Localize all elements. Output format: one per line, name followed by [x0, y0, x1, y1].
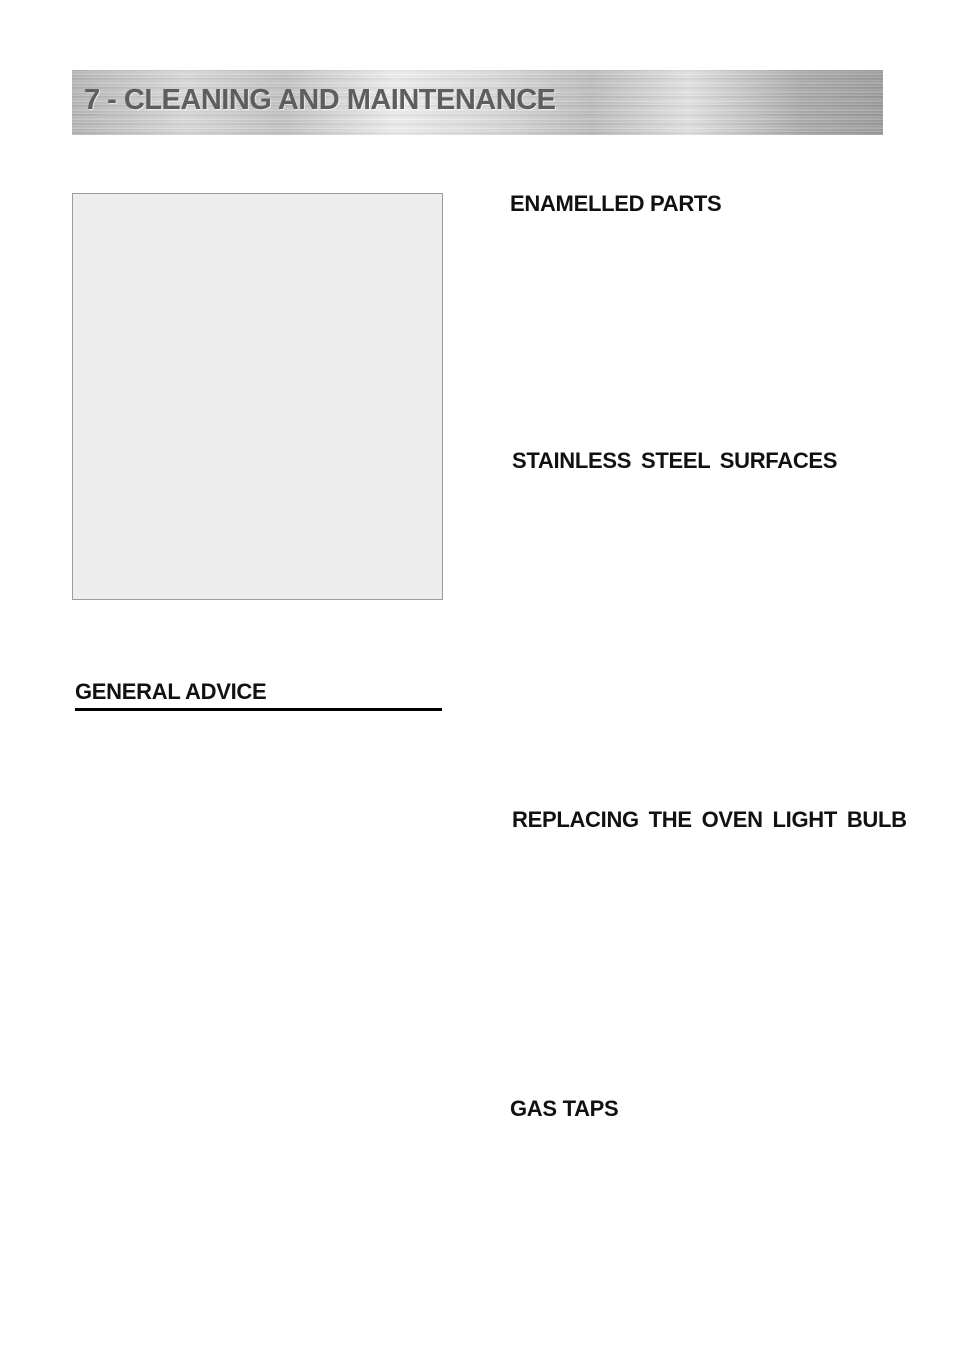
heading-replacing-oven-light-bulb: REPLACING THE OVEN LIGHT BULB [512, 807, 907, 832]
heading-stainless-steel-surfaces: STAINLESS STEEL SURFACES [512, 448, 838, 473]
chapter-header-banner [72, 70, 883, 135]
heading-gas-taps: GAS TAPS [510, 1096, 619, 1121]
heading-general-advice: GENERAL ADVICE [75, 679, 442, 711]
chapter-title: 7 - CLEANING AND MAINTENANCE [84, 84, 556, 116]
heading-enamelled-parts: ENAMELLED PARTS [510, 191, 722, 216]
illustration-placeholder [72, 193, 443, 600]
